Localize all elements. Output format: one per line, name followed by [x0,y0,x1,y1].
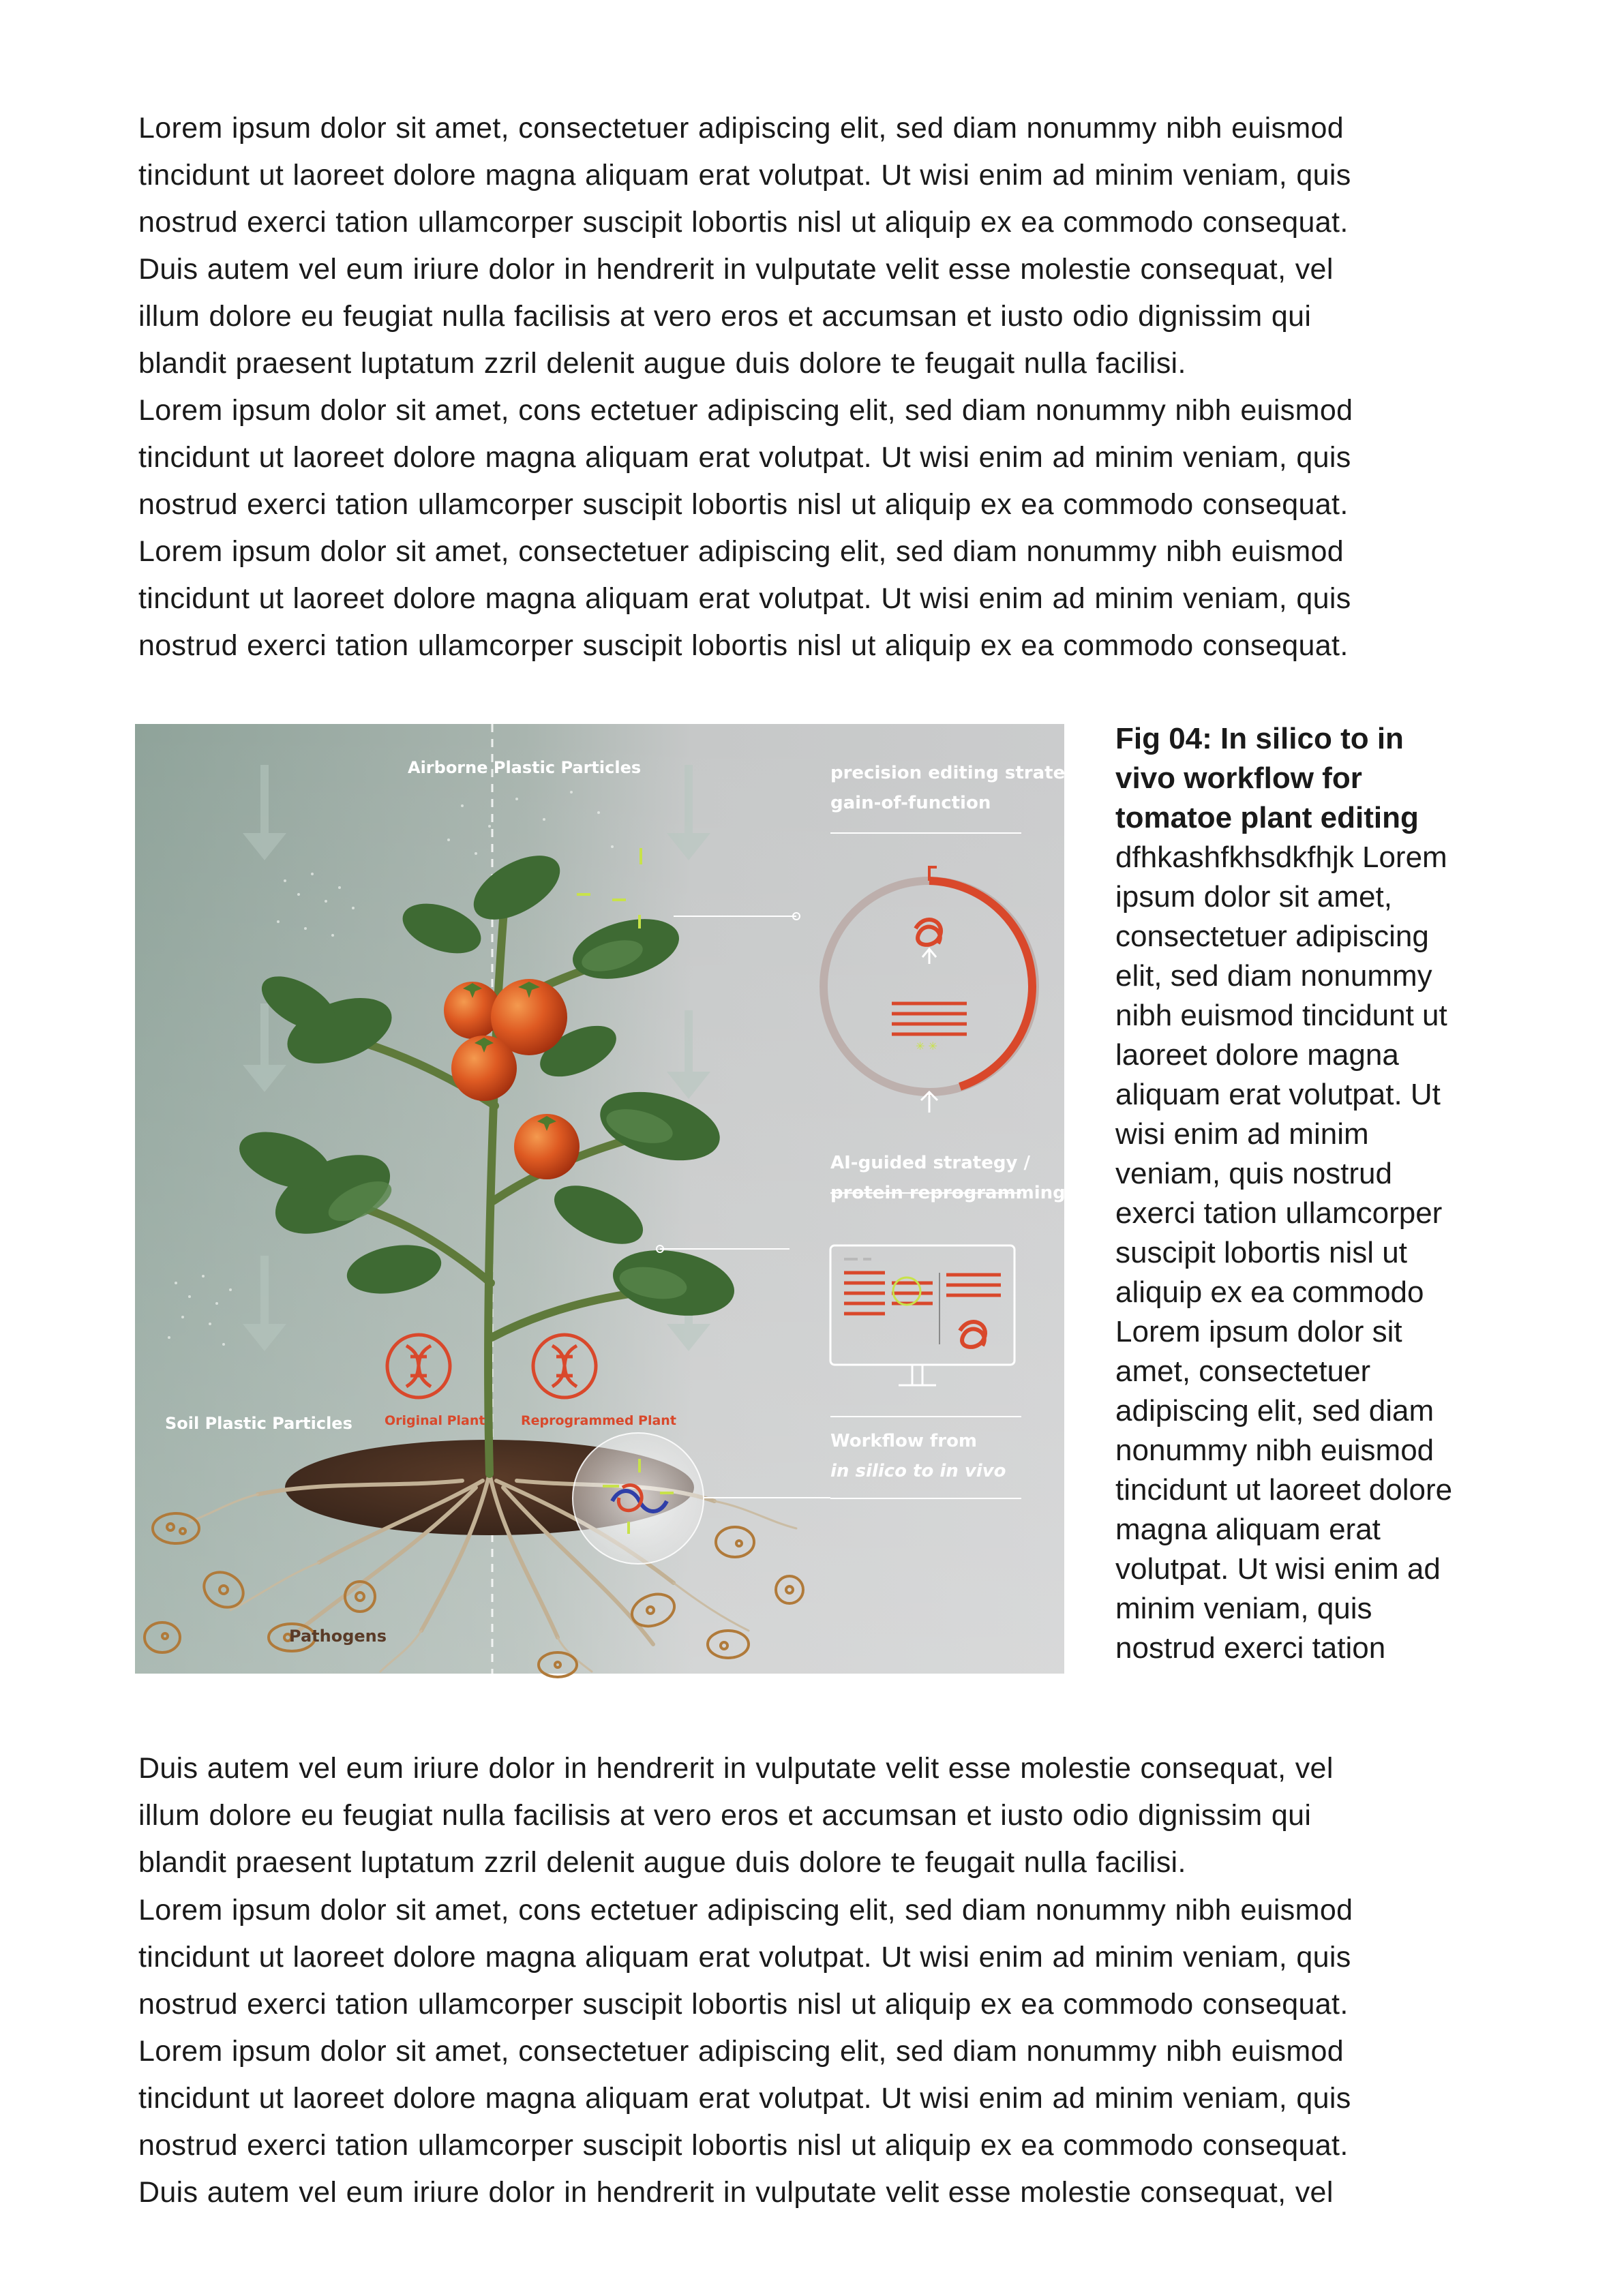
body-paragraph-1 [138,105,1509,387]
text-line: nostrud exerci tation ullamcorper suscipit lobortis nisl ut aliquip ex ea commodo consequat. [138,1988,1349,2021]
original-plant-label: Original Plant [385,1413,485,1428]
ai-guided-label-line-1: AI-guided strategy / [830,1153,1030,1173]
precision-editing-label-line-2: gain-of-function [830,793,991,813]
caption-line: nonummy nibh euismod [1115,1434,1434,1467]
text-line: Lorem ipsum dolor sit amet, cons ectetuer adipiscing elit, sed diam nonummy nibh euismod [138,394,1353,427]
reprogrammed-plant-label: Reprogrammed Plant [521,1413,676,1428]
text-line: nostrud exerci tation ullamcorper suscipit lobortis nisl ut aliquip ex ea commodo consequat. [138,2129,1349,2162]
text-line: blandit praesent luptatum zzril delenit augue duis dolore te feugait nulla facilisi. [138,1846,1186,1879]
soil-particles-label: Soil Plastic Particles [165,1414,352,1433]
ai-guided-label-line-2: protein reprogramming [830,1183,1066,1203]
workflow-label-line-2: in silico to in vivo [830,1461,1006,1481]
text-line: Lorem ipsum dolor sit amet, consectetuer adipiscing elit, sed diam nonummy nibh euismod [138,535,1344,568]
text-line: Duis autem vel eum iriure dolor in hendrerit in vulputate velit esse molestie consequat, vel [138,253,1334,286]
airborne-particles-label: Airborne Plastic Particles [408,758,642,777]
caption-line: minim veniam, quis [1115,1592,1372,1625]
caption-line: aliquip ex ea commodo [1115,1275,1424,1309]
caption-line: magna aliquam erat [1115,1513,1381,1546]
tomato-workflow-illustration [135,724,1096,1674]
body-paragraph-4 [138,1887,1509,2216]
caption-title-line: Fig 04: In silico to in [1115,722,1404,755]
text-line: illum dolore eu feugiat nulla facilisis at vero eros et accumsan et iusto odio dignissim qui [138,300,1312,333]
caption-line: Lorem ipsum dolor sit [1115,1315,1402,1348]
text-line: nostrud exerci tation ullamcorper suscipit lobortis nisl ut aliquip ex ea commodo consequat. [138,629,1349,662]
caption-line: ipsum dolor sit amet, [1115,880,1392,913]
caption-line: volutpat. Ut wisi enim ad [1115,1552,1441,1586]
caption-line: exerci tation ullamcorper [1115,1196,1443,1230]
caption-line: aliquam erat volutpat. Ut [1115,1078,1441,1111]
text-line: tincidunt ut laoreet dolore magna aliquam erat volutpat. Ut wisi enim ad minim veniam, quis [138,441,1351,474]
caption-line: veniam, quis nostrud [1115,1157,1392,1190]
text-line: Lorem ipsum dolor sit amet, cons ectetuer adipiscing elit, sed diam nonummy nibh euismod [138,1894,1353,1927]
body-paragraph-2 [138,387,1509,669]
text-line: Lorem ipsum dolor sit amet, consectetuer adipiscing elit, sed diam nonummy nibh euismod [138,2035,1344,2068]
caption-line: adipiscing elit, sed diam [1115,1394,1434,1428]
precision-editing-label-line-1: precision editing strategy/ [830,763,1096,783]
text-line: blandit praesent luptatum zzril delenit augue duis dolore te feugait nulla facilisi. [138,347,1186,380]
figure-caption [1115,719,1497,1668]
text-line: tincidunt ut laoreet dolore magna aliquam erat volutpat. Ut wisi enim ad minim veniam, quis [138,159,1351,192]
caption-line: wisi enim ad minim [1115,1117,1369,1151]
caption-line: nostrud exerci tation [1115,1631,1386,1665]
figure-illustration [135,724,1096,1674]
caption-line: laoreet dolore magna [1115,1038,1399,1072]
svg-text:✳ ✳: ✳ ✳ [916,1040,937,1053]
text-line: tincidunt ut laoreet dolore magna aliquam erat volutpat. Ut wisi enim ad minim veniam, quis [138,1941,1351,1974]
text-line: nostrud exerci tation ullamcorper suscipit lobortis nisl ut aliquip ex ea commodo consequat. [138,488,1349,521]
caption-line: suscipit lobortis nisl ut [1115,1236,1407,1269]
workflow-label-line-1: Workflow from [830,1431,978,1451]
text-line: Lorem ipsum dolor sit amet, consectetuer adipiscing elit, sed diam nonummy nibh euismod [138,112,1344,145]
caption-line: nibh euismod tincidunt ut [1115,999,1447,1032]
text-line: illum dolore eu feugiat nulla facilisis at vero eros et accumsan et iusto odio dignissim qui [138,1799,1312,1832]
text-line: nostrud exerci tation ullamcorper suscipit lobortis nisl ut aliquip ex ea commodo consequat. [138,206,1349,239]
pathogens-label: Pathogens [289,1627,387,1646]
caption-line: tincidunt ut laoreet dolore [1115,1473,1453,1507]
caption-title-line: tomatoe plant editing [1115,801,1419,834]
caption-line: consectetuer adipiscing [1115,920,1429,953]
caption-line: amet, consectetuer [1115,1355,1371,1388]
text-line: tincidunt ut laoreet dolore magna aliquam erat volutpat. Ut wisi enim ad minim veniam, quis [138,582,1351,615]
caption-title-line: vivo workflow for [1115,761,1362,795]
text-line: Duis autem vel eum iriure dolor in hendrerit in vulputate velit esse molestie consequat, vel [138,1752,1334,1785]
body-paragraph-3 [138,1745,1509,1886]
caption-line: elit, sed diam nonummy [1115,959,1432,993]
text-line: tincidunt ut laoreet dolore magna aliquam erat volutpat. Ut wisi enim ad minim veniam, quis [138,2082,1351,2115]
root-zoom-circle [573,1433,704,1564]
caption-line: dfhkashfkhsdkfhjk Lorem [1115,841,1447,874]
text-line: Duis autem vel eum iriure dolor in hendrerit in vulputate velit esse molestie consequat, vel [138,2176,1334,2209]
